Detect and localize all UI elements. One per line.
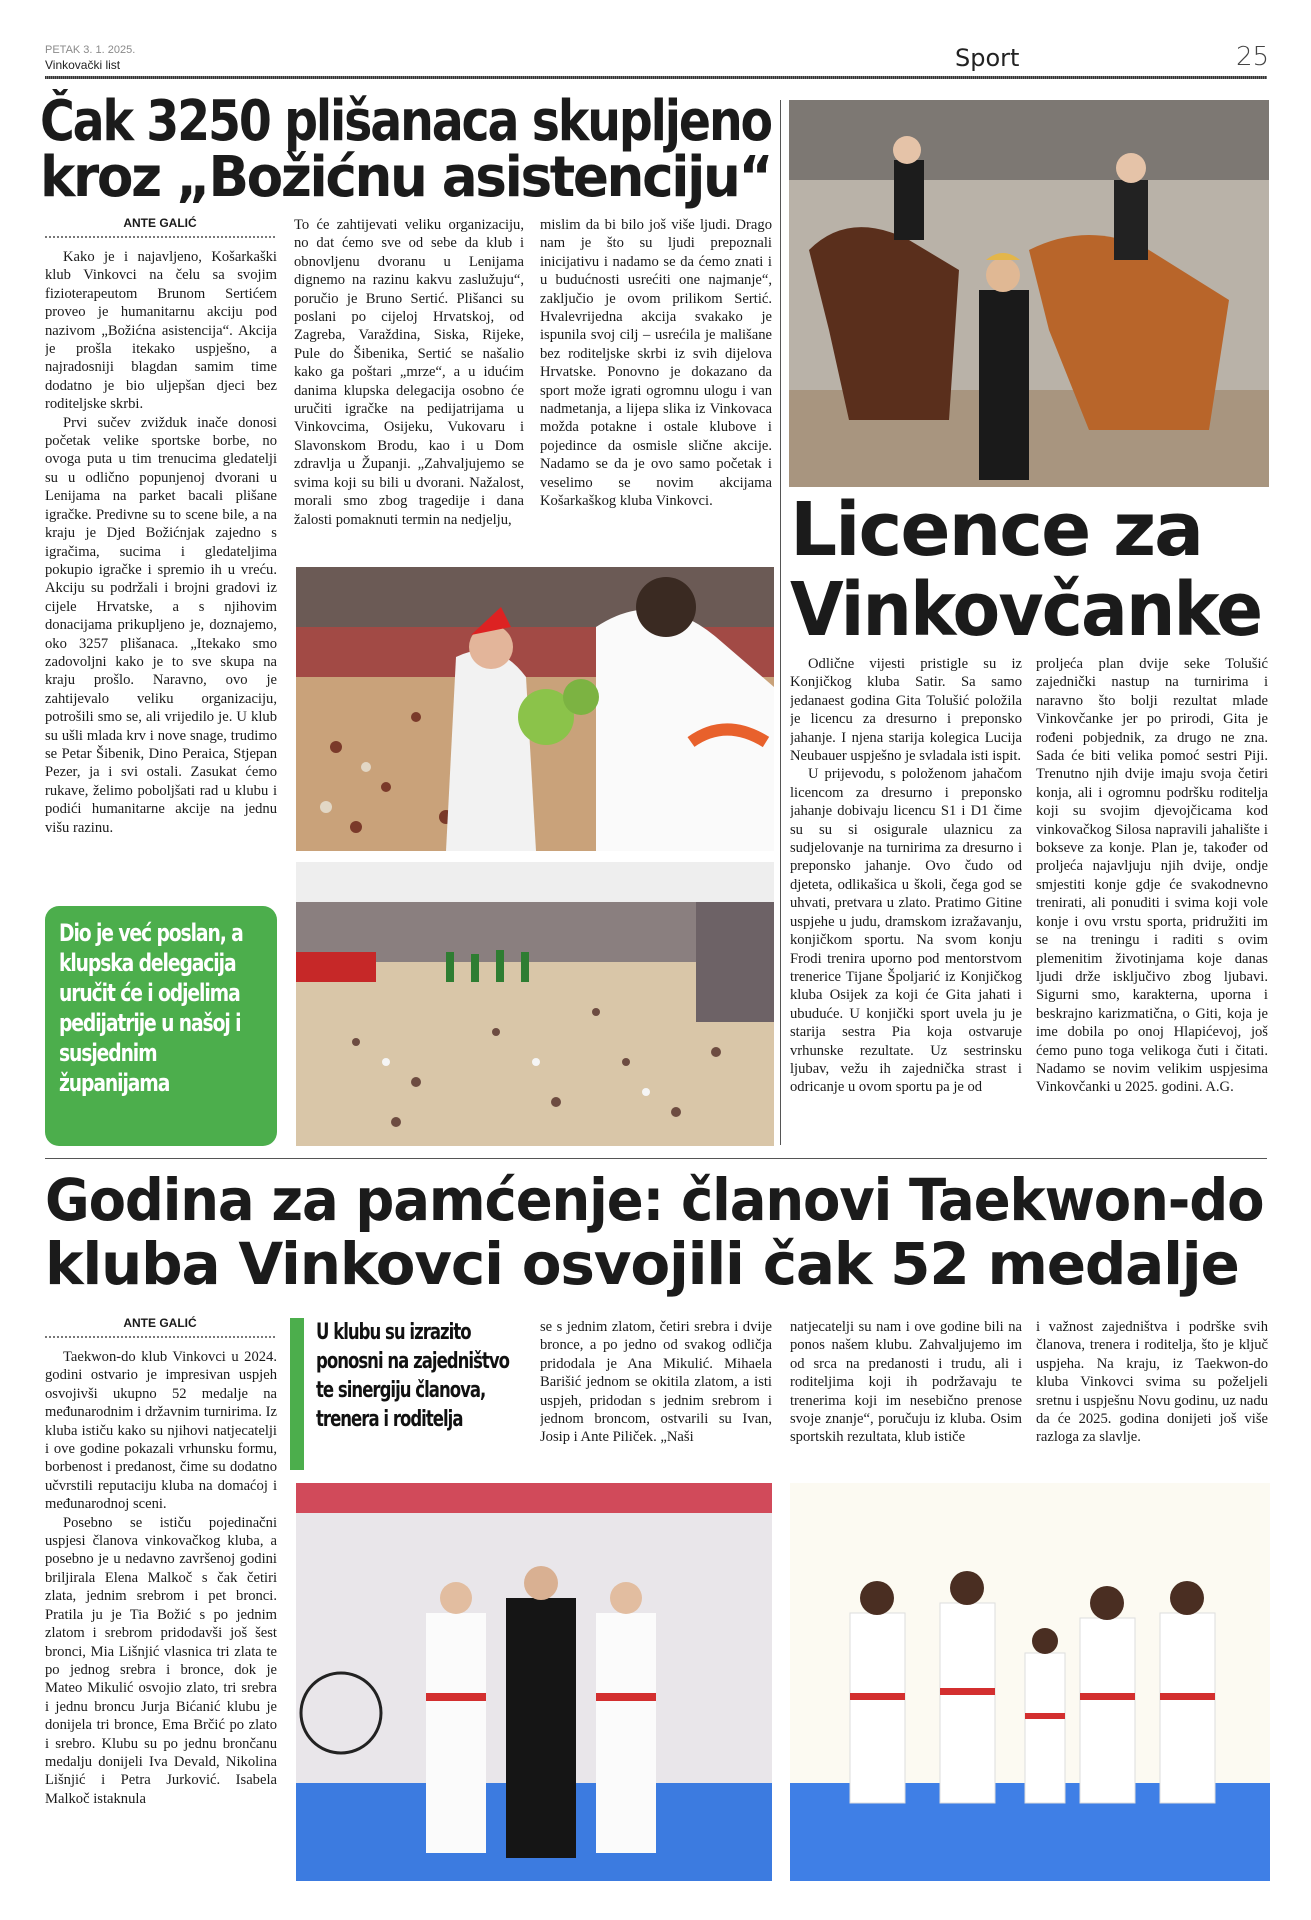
paragraph: Taekwon-do klub Vinkovci u 2024. godini ostvario je impresivan uspjeh osvojivši ukupno 52 medalje na međunarodnim i državnim turnirima. Iz kluba ističu kako su njihovi natjecatelji i ove godine pokazali vrhunsku formu, borbenost i predanost, čime su dodatno učvrstili reputaciju kluba na domaćoj i međunarodnoj sceni. xyxy=(45,1349,277,1513)
headline-line: Licence za xyxy=(790,487,1203,573)
headline-line: Čak 3250 plišanaca skupljeno xyxy=(40,89,771,154)
issue-date: PETAK 3. 1. 2025. xyxy=(45,44,136,56)
paragraph: Odlične vijesti pristigle su iz Konjičkog kluba Satir. Sa samo jedanaest godina Gita Tolušić položila je licencu za dresurno i preponsko jahanje. I njena starija kolegica Lucija Neubauer uspješno je svladala isti ispit. xyxy=(790,656,1022,765)
paragraph: proljeća plan dvije seke Tolušić zajednički nastup na turnirima i naravno što bolji rezultat mlade Vinkovčanke jer po prirodi, Gita je rođeni pobjednik, za drugo ne zna. Sada će biti velika pomoć sestri Piji. Trenutno njih dvije imaju svoja četiri konja, ali i ogromnu podršku roditelja koji su svojim djevojčicama kod vinkovačkog Silosa napravili jahalište i bokseve za konje. Plan je, također od proljeća najavljuju njih dvije, ondje smjestiti konje gdje će svakodnevno trenirati, ali ponuditi i svima koji vole konje i ovu vrstu sporta, pridružiti im se na treningu i raditi s ovim plemenitim životinjama koje danas ljudi drže isključivo zbog ljubavi. Sigurni smo, karakterna, uporna i beskrajno karizmatična, o Giti, koja je ime dobila po onoj Hlapićevoj, još ćemo puno toga velikoga čuti i čitati. Nadamo se novim velikim uspjesima Vinkovčanki u 2025. godini. A.G. xyxy=(1036,656,1268,1096)
article1-column-3 xyxy=(540,216,772,556)
article3-pullquote xyxy=(290,1318,518,1470)
paragraph: U prijevodu, s položenom jahačom licencom za dresurno i preponsko jahanje dobivaju licencu S1 i D1 čime su su si osigurale ulaznicu za sudjelovanje na turnirima za dresurno i preponsko jahanje. Ovo čudo od djeteta, odlikašica u školi, čega god se uhvati, pretvara u zlato. Pratimo Gitine uspjehe u judu, dramskom izražavanju, konjičkom sportu. Na svom konju Frodi trenira uporno pod mentorstvom trenerice Tijane Špoljarić iz Konjičkog kluba Osijek za koji će Gita jahati i ubuduće. U konjički sport uvela ju je starija sestra Pia koja ostvaruje vrhunske rezultate. Uz sestrinsku ljubav, vežu ih zajednička strast i odricanje u ovom sportu pa je od xyxy=(790,766,1022,1096)
page-number: 25 xyxy=(1236,42,1270,72)
headline-line: kluba Vinkovci osvojili čak 52 medalje xyxy=(45,1230,1239,1298)
header-rule xyxy=(45,76,1267,79)
paragraph: i važnost zajedništva i podrške svih članova, trenera i roditelja, što je ključ uspjeha. Na kraju, iz Taekwon-do kluba Vinkovci svima su poželjeli sretnu i uspješnu Novu godinu, uz nadu da će 2025. godina donijeti još više razloga za slavlje. xyxy=(1036,1319,1268,1446)
paragraph: To će zahtijevati veliku organizaciju, no dat ćemo sve od sebe da klub i obnovljenu dvoranu u Lenijama dignemo na razinu kakvu zaslužuju“, poručio je Bruno Sertić. Plišanci su poslani po cijeloj Hrvatskoj, od Zagreba, Varaždina, Siska, Rijeke, Pule do Šibenika, Sertić se našalio kako ga poštari „mrze“, a u idućim danima klupska delegacija osobno će uručiti igračke na pedijatrijama u Vinkovcima, Osijeku, Vukovaru i Slavonskom Brodu, kao i u Dom zdravlja u Županji. „Zahvaljujemo se svima koji su bili u dvorani. Nažalost, morali smo zbog tragedije i dana žalosti pomaknuti termin na nedjelju, xyxy=(294,217,524,528)
article2-column-2 xyxy=(1036,655,1268,1147)
article2-column-1 xyxy=(790,655,1022,1147)
paragraph: Prvi sučev zvižduk inače donosi početak velike sportske borbe, no ovoga puta u tim trenucima gledatelji su u odlično popunjenoj dvorani u Lenijama na parket bacali plišane igračke. Predivne su to scene bile, a na kraju je Djed Božićnjak zajedno s igračima, sucima i gledateljima pokupio igračke i spremio ih u vreću. Akciju su podržali i brojni gradovi iz cijele Hrvatske, a s njihovim donacijama prikupljeno je, doznajemo, oko 3257 plišanaca. „Itekako smo zadovoljni kako je to sve skupa na kraju prošlo. Naravno, ovo je zahtijevalo veliku organizaciju, potrošili smo se, ali vrijedilo je. U klub su ušli mlada krv i nove snage, trudimo se Petar Šibenik, Dino Peraica, Stjepan Pezer, ja i svi ostali. Zasukat ćemo rukave, želimo poboljšati rad u klubu i podići humanitarne akcije na jednu višu razinu. xyxy=(45,414,277,836)
headline-line-wrap xyxy=(790,487,1265,573)
basketball-charity-photo xyxy=(296,567,774,851)
headline-line-wrap xyxy=(40,89,775,154)
article1-headline xyxy=(40,89,775,210)
headline-line-wrap xyxy=(40,145,775,210)
article3-column-3 xyxy=(540,1318,772,1470)
section-title: Sport xyxy=(955,44,1020,72)
headline-line: kroz „Božićnu asistenciju“ xyxy=(40,145,772,210)
paragraph: se s jednim zlatom, četiri srebra i dvije bronce, a po jedno od svakog odličja pridodala je Ana Mikulić. Mihaela Barišić jednom se okitila zlatom, a isti uspjeh, pridodan s jednim srebrom i jednom broncom, ostvarili su Ivan, Josip i Ante Piliček. „Naši xyxy=(540,1319,772,1446)
article1-column-2 xyxy=(294,216,524,556)
headline-line-wrap xyxy=(790,567,1265,653)
newspaper-name: Vinkovački list xyxy=(45,58,121,72)
article3-headline xyxy=(45,1168,1267,1296)
headline-line-wrap xyxy=(45,1232,1267,1296)
headline-line: Godina za pamćenje: članovi Taekwon-do xyxy=(45,1166,1264,1234)
article3-byline: ANTE GALIĆ xyxy=(45,1316,275,1338)
pullquote-text: U klubu su izrazito ponosni na zajedništvo te sinergiju članova, trenera i roditelja xyxy=(316,1320,509,1432)
arena-toys-photo xyxy=(296,862,774,1146)
article1-byline: ANTE GALIĆ xyxy=(45,216,275,238)
highlight-text: Dio je već poslan, a klupska delegacija uručit će i odjelima pedijatrije u našoj i susjednim županijama xyxy=(59,919,243,1097)
headline-line-wrap xyxy=(45,1168,1267,1232)
paragraph: mislim da bi bilo još više ljudi. Drago nam je što su ljudi prepoznali inicijativu i nadamo se da ćemo znati i u budućnosti usrećiti one najmanje“, zaključio je ovom prilikom Sertić. Hvalevrijedna akcija svakako je ispunila svoj cilj – usrećila je mališane bez roditeljske skrbi iz svih dijelova Hrvatske. Ponovno je dokazano da sport može igrati ogromnu ulogu i van nadmetanja, a lijepa slika iz Vinkovaca možda potakne i ostale klubove i pojedince da osmisle slične akcije. Nadamo se da je ovo samo početak i veselimo se novim akcijama Košarkaškog kluba Vinkovci. xyxy=(540,217,772,510)
article3-column-1 xyxy=(45,1348,277,1882)
headline-line: Vinkovčanke xyxy=(790,567,1262,653)
section-divider xyxy=(45,1158,1267,1159)
paragraph: natjecatelji su nam i ove godine bili na ponos našem klubu. Zahvaljujemo im od srca na predanosti i trudu, ali i roditeljima koji ih podržavaju te trenerima koji im nesebično prenose svoje znanje“, poručuju iz kluba. Osim sportskih rezultata, klub ističe xyxy=(790,1319,1022,1446)
article3-column-4 xyxy=(790,1318,1022,1470)
article1-column-1 xyxy=(45,248,277,896)
article1-highlight-box xyxy=(45,906,277,1146)
article3-column-5 xyxy=(1036,1318,1268,1470)
horse-riders-photo xyxy=(789,100,1269,487)
taekwondo-medalists-photo xyxy=(790,1483,1270,1881)
paragraph: Kako je i najavljeno, Košarkaški klub Vinkovci na čelu sa svojim fizioterapeutom Brunom Sertićem proveo je humanitarnu akciju pod nazivom „Božićna asistencija“. Akcija je prošla itekako uspješno, a najradosniji blagdan samim time dodatno je bio uljepšan djeci bez roditeljske skrbi. xyxy=(45,249,277,413)
article2-headline xyxy=(790,487,1265,653)
paragraph: Posebno se ističu pojedinačni uspjesi članova vinkovačkog kluba, a posebno je u nedavno završenoj godini briljirala Elena Malkoč s čak četiri zlata, jednim srebrom i pet bronci. Pratila ju je Tia Božić s po jednim zlatom i srebrom pridodavši još šest bronci, Mia Lišnjić vlasnica tri zlata te po jednog srebra i bronce, dok je Mateo Mikulić osvojio zlato, tri srebra i jednu broncu Jurja Bićanić klubu je donijela tri bronce, Ema Brčić po zlato i srebro. Klubu su po jednu brončanu medalju donijeli Iva Devald, Nikolina Lišnjić i Petra Jurković. Isabela Malkoč istaknula xyxy=(45,1514,277,1807)
column-divider xyxy=(780,100,781,1145)
taekwondo-group-photo xyxy=(296,1483,772,1881)
